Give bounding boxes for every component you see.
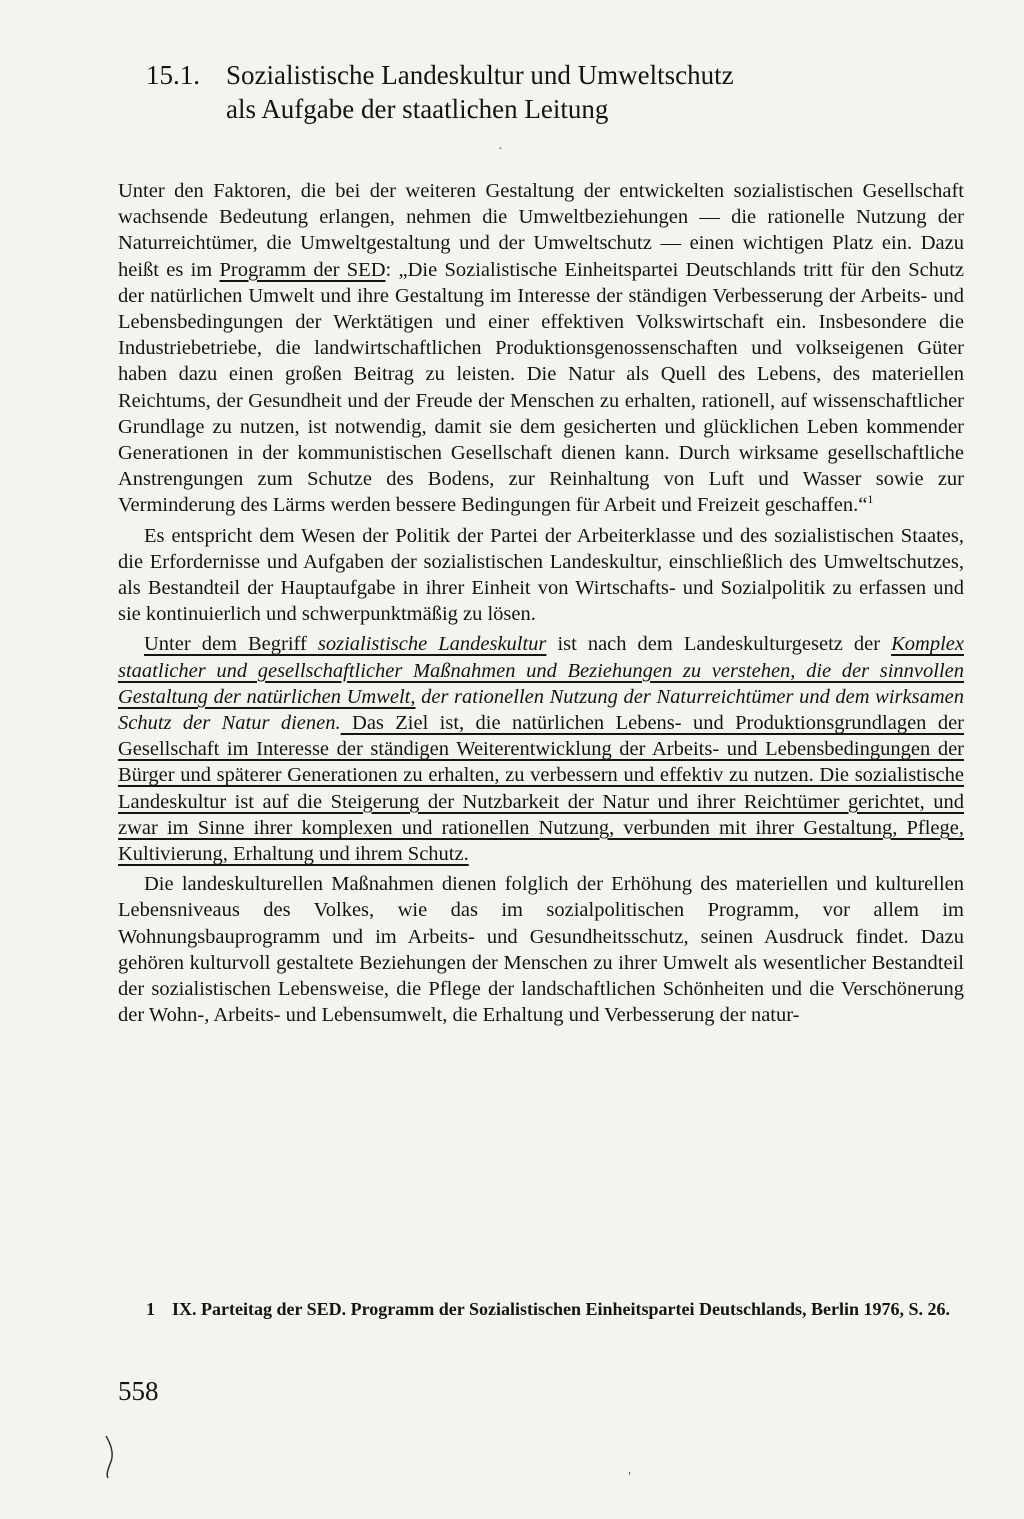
paragraph-2: Es entspricht dem Wesen der Politik der Partei der Arbeiterklasse und des sozialistischen Staates, die Erfordernisse und Aufgaben der sozialistischen Landeskultur, einschließlich des Umweltschutzes, als Bestandteil der Hauptaufgabe in ihrer Einheit von Wirtschafts- und Sozialpolitik zu erfassen und sie kontinuierlich und schwerpunktmäßig zu lösen. [118, 524, 964, 626]
section-title-line-2: als Aufgabe der staatlichen Leitung [226, 94, 609, 124]
footnote [146, 1296, 966, 1322]
pencil-mark-icon [100, 1432, 120, 1482]
paragraph-3-text-b: ist nach dem Landeskulturgesetz der [546, 633, 892, 656]
footnote-reference: 1 [867, 492, 874, 507]
paragraph-3 [118, 631, 964, 867]
footnote-text: IX. Parteitag der SED. Programm der Sozialistischen Einheitspartei Deutschlands, Berlin 1976, S. 26. [172, 1299, 950, 1319]
page-number: 558 [118, 1376, 159, 1406]
paragraph-3-text-d: Das Ziel ist, die natürlichen Lebens- und Produktionsgrundlagen der Gesellschaft im Interesse der ständigen Weiterentwicklung der Arbeits- und Lebensbedingungen der Bürger und späterer Generationen zu erhalten, zu verbessern und effektiv zu nutzen. Die sozialistische Landeskultur ist auf die Steigerung der Nutzbarkeit der Natur und ihrer Reichtümer gerichtet, und zwar im Sinne ihrer komplexen und rationellen Nutzung, verbunden mit ihrer Gestaltung, Pflege, Kultivierung, Erhaltung und ihrem Schutz. [118, 712, 964, 866]
definition-part-1: Komplex staatlicher und gesellschaftlicher Maßnahmen und Beziehungen zu verstehen, die der sinnvollen Gestaltung der natürlichen Umwelt, [118, 633, 964, 708]
body-text [118, 178, 964, 1029]
paragraph-1 [118, 178, 964, 519]
section-title-line-1: Sozialistische Landeskultur und Umweltschutz [226, 60, 734, 90]
paragraph-3-text-a: Unter dem Begriff [144, 633, 318, 656]
definition-part-2: der rationellen Nutzung der Naturreichtümer und dem wirksamen Schutz der Natur dienen. [118, 685, 964, 735]
programm-der-sed-underlined: Programm der SED [219, 258, 386, 281]
term-sozialistische-landeskultur: sozialistische Landeskultur [317, 633, 547, 656]
section-title [226, 58, 906, 126]
section-number: 15.1. [146, 60, 200, 90]
stray-mark-bottom: ′ [628, 1470, 632, 1485]
paragraph-1-text-a: Unter den Faktoren, die bei der weiteren Gestaltung der entwickelten sozialistischen Gesellschaft wachsende Bedeutung erlangen, nehmen die Umweltbeziehungen — die rationelle Nutzung der Naturreichtümer, die Umweltgestaltung und der Umweltschutz — einen wichtigen Platz ein. Dazu heißt es im [118, 180, 964, 281]
paragraph-1-quote: : „Die Sozialistische Einheitspartei Deutschlands tritt für den Schutz der natürlichen Umwelt und ihre Gestaltung im Interesse der ständigen Verbesserung der Arbeits- und Lebensbedingungen der Werktätigen und einer effektiven Volkswirtschaft ein. Insbesondere die Industriebetriebe, die landwirtschaftlichen Produktionsgenossenschaften und volkseigenen Güter haben dazu einen großen Beitrag zu leisten. Die Natur als Quell des Lebens, des materiellen Reichtums, der Gesundheit und der Freude der Menschen zu erhalten, rationell, auf wissenschaftlicher Grundlage zu nutzen, ist notwendig, damit sie dem gesicherten und glücklichen Leben kommender Generationen in der kommunistischen Gesellschaft dienen kann. Durch wirksame gesellschaftliche Anstrengungen zum Schutze des Bodens, zur Reinhaltung von Luft und Wasser sowie zur Verminderung des Lärms werden bessere Bedingungen für Arbeit und Freizeit geschaffen.“ [118, 258, 964, 517]
paragraph-4: Die landeskulturellen Maßnahmen dienen folglich der Erhöhung des materiellen und kulturellen Lebensniveaus des Volkes, wie das im sozialpolitischen Programm, vor allem im Wohnungsbauprogramm und im Arbeits- und Gesundheitsschutz, seinen Ausdruck findet. Dazu gehören kulturvoll gestaltete Beziehungen der Menschen zu ihrer Umwelt als wesentlicher Bestandteil der sozialistischen Lebensweise, die Pflege der landschaftlichen Schönheiten und die Verschönerung der Wohn-, Arbeits- und Lebensumwelt, die Erhaltung und Verbesserung der natur- [118, 873, 964, 1027]
footnote-number: 1 [146, 1299, 155, 1319]
stray-mark: · [498, 142, 503, 157]
